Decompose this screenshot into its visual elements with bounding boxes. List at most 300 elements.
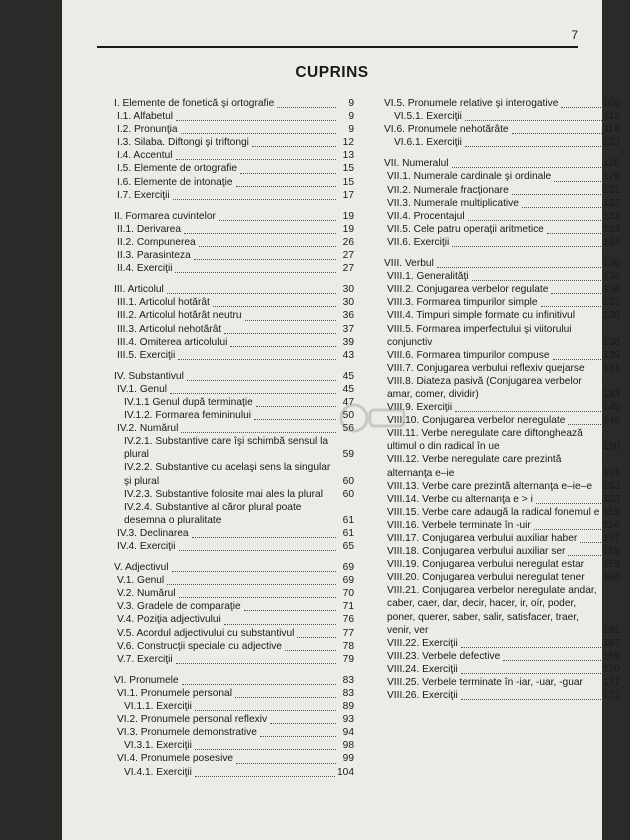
dot-leader	[536, 502, 601, 504]
toc-entry-page: 112	[603, 111, 620, 123]
section-gap	[114, 553, 354, 561]
toc-entry-title: VII. Numeralul	[384, 158, 449, 170]
toc-entry-page: 116	[603, 124, 620, 136]
toc-entry	[114, 653, 354, 666]
toc-entry-page: 71	[342, 601, 354, 613]
toc-entry-title: IV.2.2. Substantive cu acelaşi sens la singular şi plural	[124, 462, 331, 487]
toc-entry-title: IV.1.1 Genul după terminaţie	[124, 396, 253, 408]
toc-entry	[384, 519, 620, 532]
dot-leader	[277, 106, 336, 108]
dot-leader	[173, 198, 336, 200]
toc-entry	[384, 558, 620, 571]
section-gap	[384, 149, 620, 157]
toc-entry	[114, 336, 354, 349]
toc-entry-page: 30	[342, 284, 354, 296]
dot-leader	[452, 245, 601, 247]
book-page	[62, 0, 620, 840]
toc-entry-title: IV.4. Exerciţii	[117, 541, 176, 552]
toc-entry-title: III.3. Articolul nehotărât	[117, 323, 222, 335]
toc-entry	[114, 396, 354, 409]
toc-entry-page: 123	[603, 137, 620, 149]
toc-entry-page: 12	[342, 137, 354, 149]
toc-entry	[114, 370, 354, 383]
toc-entry-page: 69	[342, 562, 354, 574]
toc-entry-page: 133	[603, 210, 620, 222]
toc-entry-page: 27	[342, 250, 354, 262]
dot-leader	[551, 292, 601, 294]
section-gap	[114, 275, 354, 283]
toc-entry	[114, 739, 354, 752]
toc-entry-page: 139	[603, 349, 620, 361]
toc-entry-title: VIII.21. Conjugarea verbelor neregulate andar, caber, caer, dar, decir, hacer, ir, oír, poder, poner, querer, saber, salir, satisfacer, traer, venir, ver	[387, 585, 597, 636]
dot-leader	[195, 748, 336, 750]
dot-leader	[512, 132, 602, 134]
watermark-logo	[338, 396, 410, 440]
toc-entry-page: 56	[342, 423, 354, 435]
toc-entry-page: 47	[342, 396, 354, 408]
toc-entry-page: 157	[603, 533, 620, 544]
toc-entry-page: 159	[603, 559, 620, 571]
toc-entry	[114, 613, 354, 626]
toc-entry-page: 50	[342, 410, 354, 422]
toc-entry-title: IV.1. Genul	[117, 383, 168, 395]
toc-entry	[114, 726, 354, 739]
toc-entry	[114, 296, 354, 309]
dot-leader	[194, 258, 336, 260]
toc-entry	[384, 401, 620, 414]
dot-leader	[219, 219, 336, 221]
toc-entry	[384, 584, 620, 636]
toc-entry-title: V.5. Acordul adjectivului cu substantivul	[117, 627, 295, 639]
toc-entry-page: 126	[603, 158, 620, 170]
toc-entry-title: VIII.19. Conjugarea verbului neregulat estar	[387, 559, 585, 571]
dot-leader	[503, 659, 601, 661]
toc-entry-title: IV.2. Numărul	[117, 423, 179, 435]
toc-entry-title: VIII.16. Verbele terminate în -uir	[387, 519, 531, 531]
dot-leader	[176, 662, 336, 664]
toc-entry	[114, 527, 354, 540]
toc-entry	[384, 650, 620, 663]
toc-entry-page: 171	[603, 677, 620, 689]
toc-entry-title: IV.3. Declinarea	[117, 527, 189, 539]
toc-entry-page: 136	[603, 258, 620, 270]
toc-entry-title: III.2. Articolul hotărât neutru	[117, 310, 242, 322]
toc-entry-title: II.3. Parasinteza	[117, 250, 191, 262]
toc-entry	[384, 689, 620, 702]
toc-entry-page: 61	[342, 527, 354, 539]
toc-entry	[384, 123, 620, 136]
toc-entry-page: 138	[603, 336, 620, 348]
dot-leader	[167, 583, 336, 585]
toc-entry-title: I.3. Silaba. Diftongi şi triftongi	[117, 137, 249, 149]
dot-leader	[192, 536, 336, 538]
toc-entry-title: VI.4.1. Exerciţii	[124, 766, 192, 778]
dot-leader	[455, 410, 601, 412]
toc-entry	[384, 157, 620, 170]
toc-entry-title: VIII.26. Exerciţii	[387, 690, 458, 702]
page-number: 7	[571, 28, 578, 42]
toc-entry-page: 145	[603, 402, 620, 414]
toc-entry-page: 141	[603, 362, 620, 374]
toc-entry-page: 27	[342, 263, 354, 275]
toc-entry-title: IV.1.2. Formarea femininului	[124, 410, 252, 422]
toc-entry-title: VI.1. Pronumele personal	[117, 687, 232, 699]
dot-leader	[260, 735, 336, 737]
header-rule	[97, 46, 578, 48]
toc-entry	[114, 488, 354, 501]
dot-leader	[452, 166, 601, 168]
toc-entry	[114, 149, 354, 162]
dot-leader	[252, 145, 336, 147]
toc-right-column	[384, 97, 620, 702]
toc-entry	[384, 210, 620, 223]
toc-entry	[384, 97, 620, 110]
toc-entry-page: 106	[603, 98, 620, 109]
dot-leader	[512, 193, 601, 195]
toc-entry-title: V.4. Poziţia adjectivului	[117, 614, 221, 626]
toc-entry	[384, 283, 620, 296]
toc-entry	[114, 162, 354, 175]
toc-entry	[114, 262, 354, 275]
toc-entry-title: VIII.4. Timpuri simple formate cu infinitivul	[387, 310, 575, 322]
toc-entry-title: V.6. Construcţii speciale cu adjective	[117, 640, 282, 652]
dot-leader	[461, 646, 601, 648]
toc-entry-title: VII.6. Exerciţii	[387, 236, 450, 248]
toc-entry-title: VI.6.1. Exerciţii	[394, 137, 462, 149]
toc-entry-page: 60	[342, 488, 354, 500]
toc-entry-page: 160	[603, 572, 620, 584]
toc-entry-title: VIII.20. Conjugarea verbului neregulat tener	[387, 572, 585, 584]
toc-entry	[114, 627, 354, 640]
toc-entry-title: I.7. Exerciţii	[117, 189, 170, 201]
toc-entry-title: VIII.7. Conjugarea verbului reflexiv quejarse	[387, 362, 585, 374]
dot-leader	[461, 698, 601, 700]
section-gap	[114, 202, 354, 210]
toc-entry-title: VI.3.1. Exerciţii	[124, 740, 192, 752]
dot-leader	[534, 528, 601, 530]
toc-entry	[384, 323, 620, 349]
dot-leader	[465, 145, 601, 147]
toc-entry	[384, 545, 620, 558]
toc-entry-title: III. Articolul	[114, 284, 164, 296]
toc-entry-title: VIII.17. Conjugarea verbului auxiliar haber	[387, 533, 578, 544]
toc-entry-page: 76	[342, 614, 354, 626]
toc-entry-page: 61	[342, 514, 354, 526]
dot-leader	[285, 649, 336, 651]
toc-entry-title: VIII.6. Formarea timpurilor compuse	[387, 349, 550, 361]
toc-entry-page: 59	[342, 449, 354, 461]
toc-entry	[384, 223, 620, 236]
toc-entry	[384, 676, 620, 689]
toc-entry-title: VIII.14. Verbe cu alternanţa e > i	[387, 493, 533, 505]
dot-leader	[179, 549, 336, 551]
toc-entry-title: II.1. Derivarea	[117, 223, 181, 235]
toc-entry	[384, 571, 620, 584]
toc-entry-page: 69	[342, 575, 354, 587]
dot-leader	[213, 305, 336, 307]
toc-entry-title: VII.1. Numerale cardinale şi ordinale	[387, 171, 552, 183]
toc-entry	[384, 532, 620, 545]
section-gap	[384, 249, 620, 257]
dot-leader	[178, 358, 336, 360]
dot-leader	[236, 185, 336, 187]
toc-entry	[114, 687, 354, 700]
toc-entry	[114, 189, 354, 202]
toc-entry-page: 45	[342, 383, 354, 395]
toc-entry-title: IV. Substantivul	[114, 370, 184, 382]
toc-entry-page: 138	[603, 310, 620, 322]
toc-entry	[384, 375, 620, 401]
dot-leader	[541, 305, 601, 307]
toc-entry-page: 79	[342, 653, 354, 665]
dot-leader	[297, 636, 336, 638]
dot-leader	[187, 379, 336, 381]
toc-entry-page: 169	[603, 650, 620, 662]
toc-entry-title: VIII.12. Verbe neregulate care prezintă alternanţa e–ie	[387, 454, 562, 479]
dot-leader	[184, 232, 336, 234]
dot-leader	[170, 392, 336, 394]
toc-entry-page: 9	[348, 98, 354, 109]
toc-entry	[114, 422, 354, 435]
toc-entry-page: 134	[603, 236, 620, 248]
toc-entry-title: VIII.8. Diateza pasivă (Conjugarea verbelor amar, comer, dividir)	[387, 375, 582, 400]
toc-entry-page: 9	[348, 124, 354, 136]
toc-entry-page: 70	[342, 588, 354, 600]
toc-entry-title: VIII.23. Verbele defective	[387, 650, 501, 662]
toc-entry	[114, 349, 354, 362]
toc-entry-title: VI.1.1. Exerciţii	[124, 701, 192, 713]
toc-entry	[114, 236, 354, 249]
dot-leader	[553, 358, 602, 360]
toc-entry-page: 98	[342, 740, 354, 752]
toc-entry-page: 156	[603, 519, 620, 531]
toc-entry-title: I.2. Pronunţia	[117, 124, 178, 136]
dot-leader	[437, 266, 601, 268]
toc-entry	[114, 587, 354, 600]
toc-entry	[114, 323, 354, 336]
toc-entry-page: 65	[342, 541, 354, 552]
toc-entry-page: 136	[603, 284, 620, 296]
toc-entry	[114, 600, 354, 613]
toc-entry-title: VII.4. Procentajul	[387, 210, 465, 222]
toc-entry-page: 146	[603, 415, 620, 427]
toc-entry-title: IV.2.1. Substantive care îşi schimbă sensul la plural	[124, 436, 329, 461]
toc-entry	[384, 349, 620, 362]
toc-entry-page: 151	[603, 467, 620, 479]
toc-entry	[384, 480, 620, 493]
toc-entry	[384, 493, 620, 506]
toc-entry	[114, 766, 354, 779]
toc-entry	[114, 574, 354, 587]
dot-leader	[195, 709, 336, 711]
toc-entry	[114, 309, 354, 322]
toc-entry-title: VIII.15. Verbe care adaugă la radical fonemul e	[387, 506, 600, 518]
toc-entry	[114, 383, 354, 396]
dot-leader	[182, 683, 336, 685]
toc-entry-title: VIII.13. Verbe care prezintă alternanţa e–ie–e	[387, 480, 593, 492]
toc-entry-page: 9	[348, 111, 354, 123]
toc-entry-title: VI.2. Pronumele personal reflexiv	[117, 714, 268, 726]
dot-leader	[244, 609, 336, 611]
toc-entry-page: 104	[337, 766, 354, 778]
toc-entry-page: 43	[342, 349, 354, 361]
section-gap	[114, 666, 354, 674]
toc-entry	[384, 236, 620, 249]
dot-leader	[236, 762, 336, 764]
toc-entry-title: III.5. Exerciţii	[117, 349, 176, 361]
dot-leader	[179, 596, 336, 598]
toc-entry-page: 150	[603, 441, 620, 453]
toc-entry-page: 39	[342, 336, 354, 348]
toc-entry-page: 36	[342, 310, 354, 322]
toc-entry-title: VIII.2. Conjugarea verbelor regulate	[387, 284, 549, 296]
toc-entry	[114, 752, 354, 765]
dot-leader	[175, 271, 336, 273]
dot-leader	[245, 319, 336, 321]
toc-entry	[384, 663, 620, 676]
dot-leader	[568, 554, 601, 556]
page-title: CUPRINS	[295, 64, 369, 81]
toc-entry-title: II.4. Exerciţii	[117, 263, 173, 275]
toc-entry-title: V. Adjectivul	[114, 562, 169, 574]
toc-entry-title: II. Formarea cuvintelor	[114, 210, 216, 222]
toc-entry-title: VIII.10. Conjugarea verbelor neregulate	[387, 415, 566, 427]
toc-entry-page: 167	[603, 637, 620, 649]
toc-entry-title: V.2. Numărul	[117, 588, 176, 600]
toc-entry-page: 161	[603, 624, 620, 636]
toc-entry	[384, 197, 620, 210]
toc-entry-title: IV.2.4. Substantive al căror plural poate desemna o pluralitate	[124, 501, 302, 526]
toc-entry	[114, 640, 354, 653]
toc-entry-title: I.6. Elemente de intonaţie	[117, 176, 233, 188]
toc-entry-title: VIII.5. Formarea imperfectului şi viitorului conjunctiv	[387, 323, 572, 348]
toc-entry-page: 93	[342, 714, 354, 726]
toc-entry	[114, 97, 354, 110]
toc-entry	[114, 435, 354, 461]
toc-entry	[114, 674, 354, 687]
toc-entry-page: 89	[342, 701, 354, 713]
toc-entry-page: 19	[342, 210, 354, 222]
toc-entry-page: 26	[342, 236, 354, 248]
dot-leader	[167, 292, 336, 294]
dot-leader	[472, 279, 601, 281]
toc-entry	[384, 309, 620, 322]
toc-entry-title: VII.2. Numerale fracţionare	[387, 184, 509, 196]
dot-leader	[461, 672, 601, 674]
dot-leader	[172, 570, 336, 572]
dot-leader	[235, 696, 336, 698]
toc-entry	[114, 409, 354, 422]
dot-leader	[230, 345, 336, 347]
toc-entry	[384, 270, 620, 283]
toc-entry-title: VIII.1. Generalităţi	[387, 271, 469, 283]
toc-entry	[384, 637, 620, 650]
toc-entry	[384, 170, 620, 183]
toc-entry	[114, 461, 354, 487]
toc-entry-page: 15	[342, 176, 354, 188]
toc-entry	[384, 414, 620, 427]
toc-entry-title: V.1. Genul	[117, 575, 165, 587]
toc-entry	[114, 501, 354, 527]
dot-leader	[580, 541, 601, 543]
dot-leader	[240, 172, 336, 174]
section-gap	[114, 362, 354, 370]
dot-leader	[224, 332, 336, 334]
toc-entry-page: 94	[342, 727, 354, 739]
toc-entry-title: I. Elemente de fonetică şi ortografie	[114, 98, 275, 109]
toc-entry-page: 19	[342, 223, 354, 235]
toc-entry-page: 13	[342, 150, 354, 162]
dot-leader	[176, 158, 337, 160]
toc-entry-page: 37	[342, 323, 354, 335]
toc-entry-page: 153	[603, 480, 620, 492]
toc-entry-page: 172	[603, 690, 620, 702]
dot-leader	[465, 119, 602, 121]
toc-entry-page: 83	[342, 674, 354, 686]
dot-leader	[468, 219, 601, 221]
toc-entry	[384, 427, 620, 453]
toc-entry	[384, 136, 620, 149]
toc-entry-title: VI. Pronumele	[114, 674, 179, 686]
dot-leader	[547, 232, 601, 234]
toc-entry-title: VI.5.1. Exerciţii	[394, 111, 462, 123]
toc-entry-page: 136	[603, 271, 620, 283]
toc-entry-title: V.3. Gradele de comparaţie	[117, 601, 241, 613]
toc-entry-title: VI.5. Pronumele relative şi interogative	[384, 98, 559, 109]
dot-leader	[181, 431, 336, 433]
toc-entry-title: IV.2.3. Substantive folosite mai ales la plural	[124, 488, 323, 500]
toc-entry	[384, 362, 620, 375]
toc-entry	[384, 110, 620, 123]
toc-entry-page: 77	[342, 627, 354, 639]
toc-entry-page: 45	[342, 370, 354, 382]
dot-leader	[176, 119, 336, 121]
toc-entry	[114, 540, 354, 553]
toc-entry-title: III.1. Articolul hotărât	[117, 297, 210, 309]
toc-entry-page: 158	[603, 546, 620, 558]
toc-entry-title: III.4. Omiterea articolului	[117, 336, 228, 348]
toc-entry	[114, 110, 354, 123]
toc-entry-page: 153	[603, 493, 620, 505]
toc-entry-title: VIII. Verbul	[384, 258, 434, 270]
toc-entry-title: VIII.25. Verbele terminate în -iar, -uar, -guar	[387, 677, 583, 689]
toc-entry	[114, 561, 354, 574]
dot-leader	[522, 206, 601, 208]
toc-entry-title: V.7. Exerciţii	[117, 653, 173, 665]
toc-entry-title: VIII.24. Exerciţii	[387, 663, 458, 675]
toc-entry-title: VII.5. Cele patru operaţii aritmetice	[387, 223, 544, 235]
toc-left-column	[114, 97, 354, 779]
toc-entry-page: 30	[342, 297, 354, 309]
toc-entry-page: 78	[342, 640, 354, 652]
toc-entry-page: 83	[342, 687, 354, 699]
toc-entry-page: 99	[342, 753, 354, 765]
toc-entry-page: 17	[342, 189, 354, 201]
toc-entry	[114, 210, 354, 223]
dot-leader	[254, 418, 336, 420]
dot-leader	[181, 132, 336, 134]
toc-entry	[114, 713, 354, 726]
toc-entry-page: 60	[342, 475, 354, 487]
toc-entry	[114, 223, 354, 236]
toc-entry-page: 170	[603, 663, 620, 675]
toc-entry-page: 132	[603, 197, 620, 209]
toc-entry	[384, 506, 620, 519]
toc-entry-page: 143	[603, 388, 620, 400]
toc-entry-page: 155	[603, 506, 620, 518]
dot-leader	[199, 245, 336, 247]
toc-entry	[114, 136, 354, 149]
